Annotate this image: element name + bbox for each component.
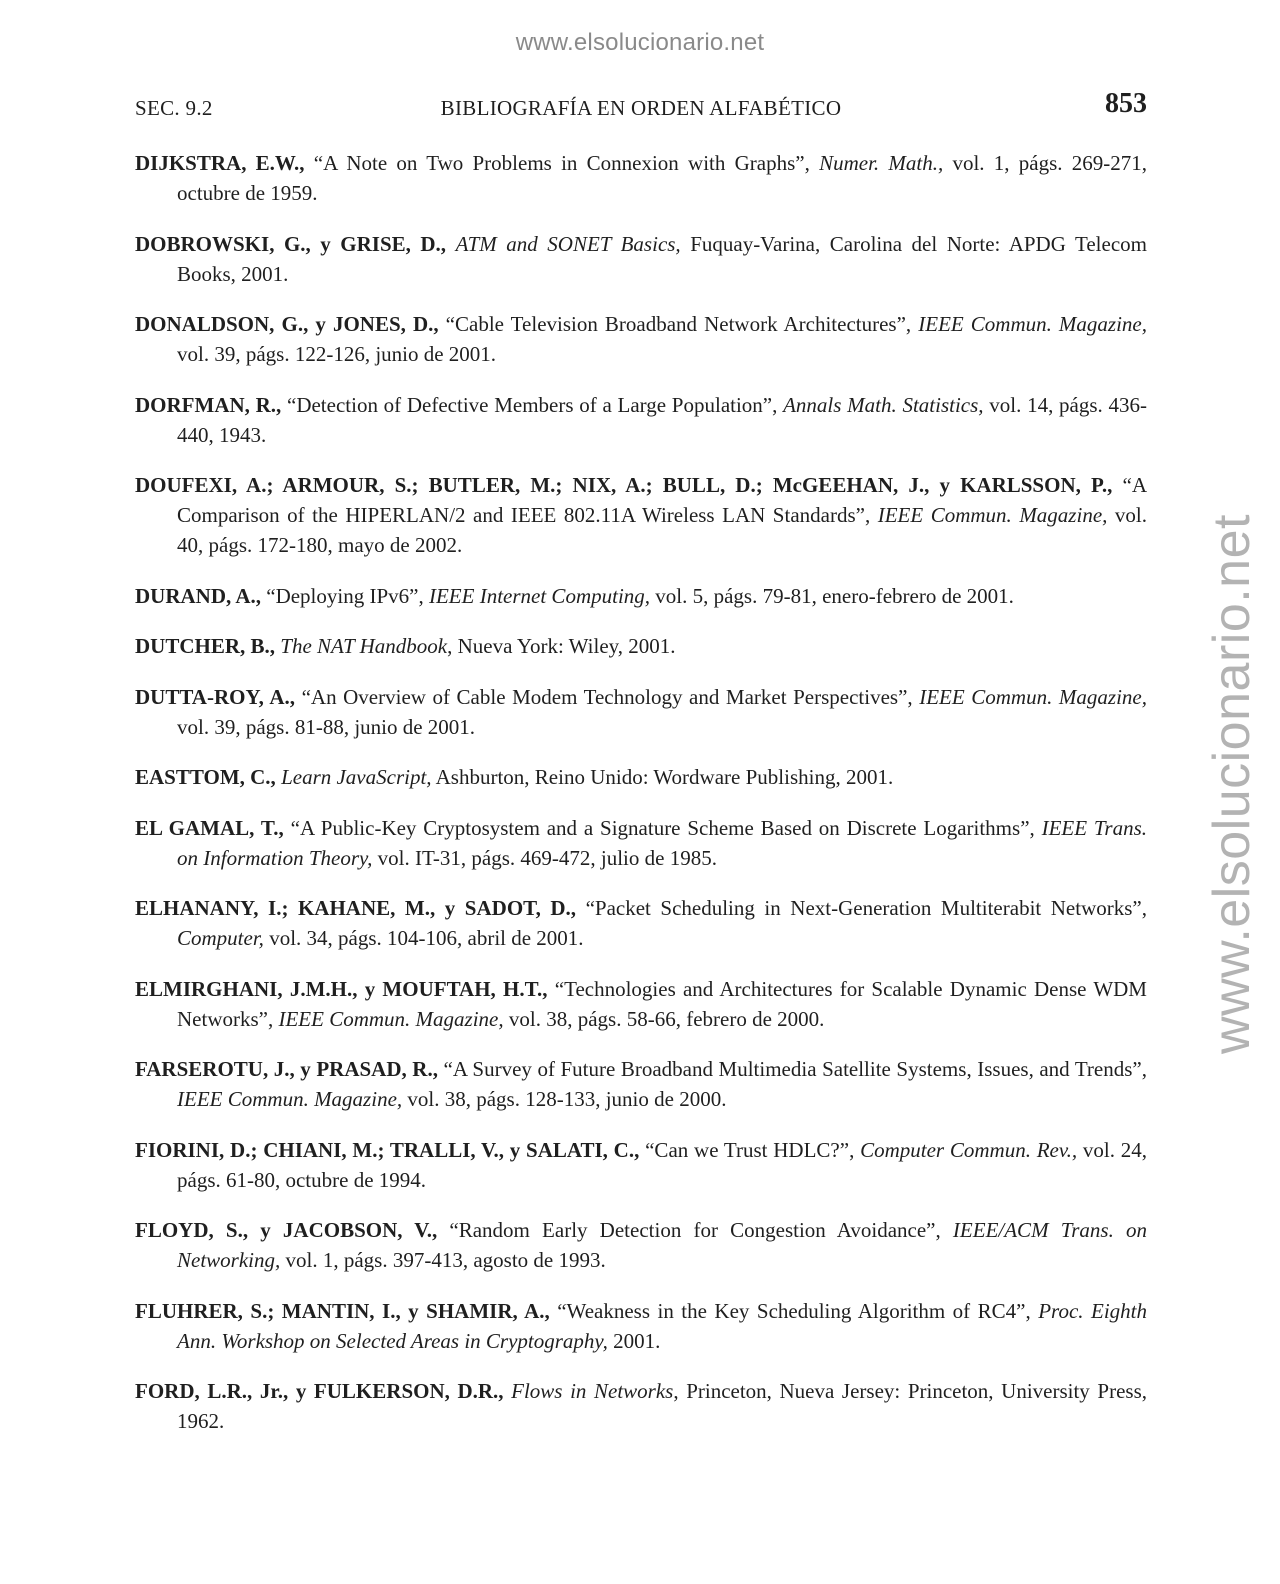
entry-details: 2001. <box>607 1328 661 1353</box>
entry-author: FORD, L.R., Jr., y FULKERSON, D.R., <box>135 1379 504 1403</box>
entry-publication: IEEE Commun. Magazine, <box>919 684 1147 709</box>
entry-publication: Learn JavaScript, <box>281 765 432 789</box>
bibliography-entry <box>135 762 1147 792</box>
watermark-side: www.elsolucionario.net <box>1203 514 1261 1054</box>
entry-publication: Flows in Networks <box>511 1379 674 1403</box>
entry-title: “A Comparison of the HIPERLAN/2 and IEEE 802.11A Wireless LAN Standards”, <box>177 473 1147 527</box>
entry-author: DUTTA-ROY, A., <box>135 684 296 709</box>
entry-title: “A Public-Key Cryptosystem and a Signature Scheme Based on Discrete Logarithms”, <box>283 815 1042 840</box>
bibliography-list <box>135 148 1147 1457</box>
bibliography-entry <box>135 1135 1147 1195</box>
entry-title: “A Note on Two Problems in Connexion with Graphs”, <box>304 151 820 175</box>
entry-details: vol. 1, págs. 269-271, octubre de 1959. <box>177 151 1148 205</box>
entry-author: EASTTOM, C., <box>135 765 276 789</box>
entry-details: vol. 24, págs. 61-80, octubre de 1994. <box>177 1137 1148 1192</box>
bibliography-entry <box>135 1376 1147 1436</box>
entry-title: “Detection of Defective Members of a Large Population”, <box>281 392 784 417</box>
entry-publication: ATM and SONET Basics, <box>455 231 681 256</box>
entry-author: DOUFEXI, A.; ARMOUR, S.; BUTLER, M.; NIX, A.; BULL, D.; McGEEHAN, J., y KARLSSON, P., <box>135 473 1113 497</box>
entry-details: Fuquay-Varina, Carolina del Norte: APDG Telecom Books, 2001. <box>177 231 1147 286</box>
bibliography-entry <box>135 470 1147 560</box>
bibliography-entry <box>135 309 1147 369</box>
bibliography-entry <box>135 974 1147 1034</box>
bibliography-entry <box>135 229 1147 289</box>
entry-details: vol. 38, págs. 128-133, junio de 2000. <box>402 1087 727 1111</box>
entry-author: DURAND, A., <box>135 583 261 608</box>
entry-details: vol. IT-31, págs. 469-472, julio de 1985. <box>372 845 717 870</box>
entry-publication: IEEE Commun. Magazine, <box>278 1006 504 1031</box>
entry-author: DUTCHER, B., <box>135 634 276 658</box>
entry-author: DOBROWSKI, G., y GRISE, D., <box>135 231 447 256</box>
entry-title <box>446 232 456 256</box>
entry-publication: Proc. Eighth Ann. Workshop on Selected Areas in Cryptography, <box>177 1298 1148 1353</box>
section-label: SEC. 9.2 <box>135 96 213 120</box>
entry-title: “Deploying IPv6”, <box>261 583 429 608</box>
entry-title: “Cable Television Broadband Network Architectures”, <box>438 312 919 336</box>
entry-title: “An Overview of Cable Modem Technology and Market Perspectives”, <box>295 684 920 709</box>
bibliography-entry <box>135 1296 1147 1356</box>
bibliography-entry <box>135 682 1147 742</box>
entry-title: “Can we Trust HDLC?”, <box>639 1137 861 1162</box>
entry-author: DORFMAN, R., <box>135 392 282 417</box>
entry-author: ELHANANY, I.; KAHANE, M., y SADOT, D., <box>135 896 577 920</box>
entry-details: vol. 39, págs. 81-88, junio de 2001. <box>177 714 476 739</box>
page-number: 853 <box>1105 88 1147 119</box>
bibliography-entry <box>135 1054 1147 1114</box>
watermark-top: www.elsolucionario.net <box>515 29 765 56</box>
entry-details: vol. 38, págs. 58-66, febrero de 2000. <box>503 1006 825 1031</box>
entry-title: “Weakness in the Key Scheduling Algorithm of RC4”, <box>549 1298 1039 1323</box>
entry-publication: Numer. Math., <box>819 151 944 175</box>
entry-details: vol. 40, págs. 172-180, mayo de 2002. <box>177 503 1147 557</box>
bibliography-entry <box>135 631 1147 661</box>
entry-details: vol. 39, págs. 122-126, junio de 2001. <box>177 342 497 366</box>
entry-author: DONALDSON, G., y JONES, D., <box>135 312 439 336</box>
bibliography-entry <box>135 390 1147 450</box>
entry-details: Ashburton, Reino Unido: Wordware Publishing, 2001. <box>431 765 894 789</box>
entry-title: “Technologies and Architectures for Scalable Dynamic Dense WDM Networks”, <box>177 976 1147 1031</box>
entry-author: FIORINI, D.; CHIANI, M.; TRALLI, V., y SALATI, C., <box>135 1137 640 1162</box>
entry-publication: Computer, <box>177 926 264 950</box>
entry-author: DIJKSTRA, E.W., <box>135 151 305 175</box>
entry-publication: Annals Math. Statistics, <box>783 392 984 417</box>
page-header <box>135 88 1147 124</box>
entry-publication: IEEE/ACM Trans. on Networking, <box>177 1218 1147 1272</box>
entry-publication: The NAT Handbook <box>280 634 448 658</box>
entry-title: “A Survey of Future Broadband Multimedia Satellite Systems, Issues, and Trends”, <box>437 1057 1147 1081</box>
entry-publication: IEEE Commun. Magazine, <box>877 503 1108 527</box>
entry-publication: IEEE Internet Computing, <box>428 583 651 608</box>
entry-author: EL GAMAL, T., <box>135 815 284 840</box>
entry-title: “Packet Scheduling in Next-Generation Multiterabit Networks”, <box>576 896 1147 920</box>
entry-title <box>504 1379 512 1403</box>
bibliography-entry <box>135 581 1147 611</box>
entry-publication: IEEE Trans. on Information Theory, <box>177 815 1148 870</box>
entry-author: FLUHRER, S.; MANTIN, I., y SHAMIR, A., <box>135 1298 550 1323</box>
bibliography-entry <box>135 813 1147 873</box>
entry-publication: IEEE Commun. Magazine, <box>918 312 1148 336</box>
running-title: BIBLIOGRAFÍA EN ORDEN ALFABÉTICO <box>440 96 842 120</box>
entry-publication: IEEE Commun. Magazine, <box>177 1087 403 1111</box>
entry-title: “Random Early Detection for Congestion Avoidance”, <box>437 1218 953 1242</box>
entry-publication: Computer Commun. Rev., <box>860 1137 1078 1162</box>
entry-author: FLOYD, S., y JACOBSON, V., <box>135 1218 438 1242</box>
entry-author: ELMIRGHANI, J.M.H., y MOUFTAH, H.T., <box>135 976 548 1001</box>
entry-details: , Princeton, Nueva Jersey: Princeton, University Press, 1962. <box>177 1379 1147 1433</box>
bibliography-entry <box>135 1215 1147 1275</box>
entry-details: vol. 34, págs. 104-106, abril de 2001. <box>263 926 584 950</box>
entry-details: vol. 14, págs. 436-440, 1943. <box>177 392 1148 447</box>
entry-author: FARSEROTU, J., y PRASAD, R., <box>135 1057 438 1081</box>
entry-details: vol. 5, págs. 79-81, enero-febrero de 2001. <box>650 583 1014 608</box>
bibliography-entry <box>135 148 1147 208</box>
entry-details: , Nueva York: Wiley, 2001. <box>447 634 676 658</box>
entry-details: vol. 1, págs. 397-413, agosto de 1993. <box>280 1248 606 1272</box>
bibliography-entry <box>135 893 1147 953</box>
